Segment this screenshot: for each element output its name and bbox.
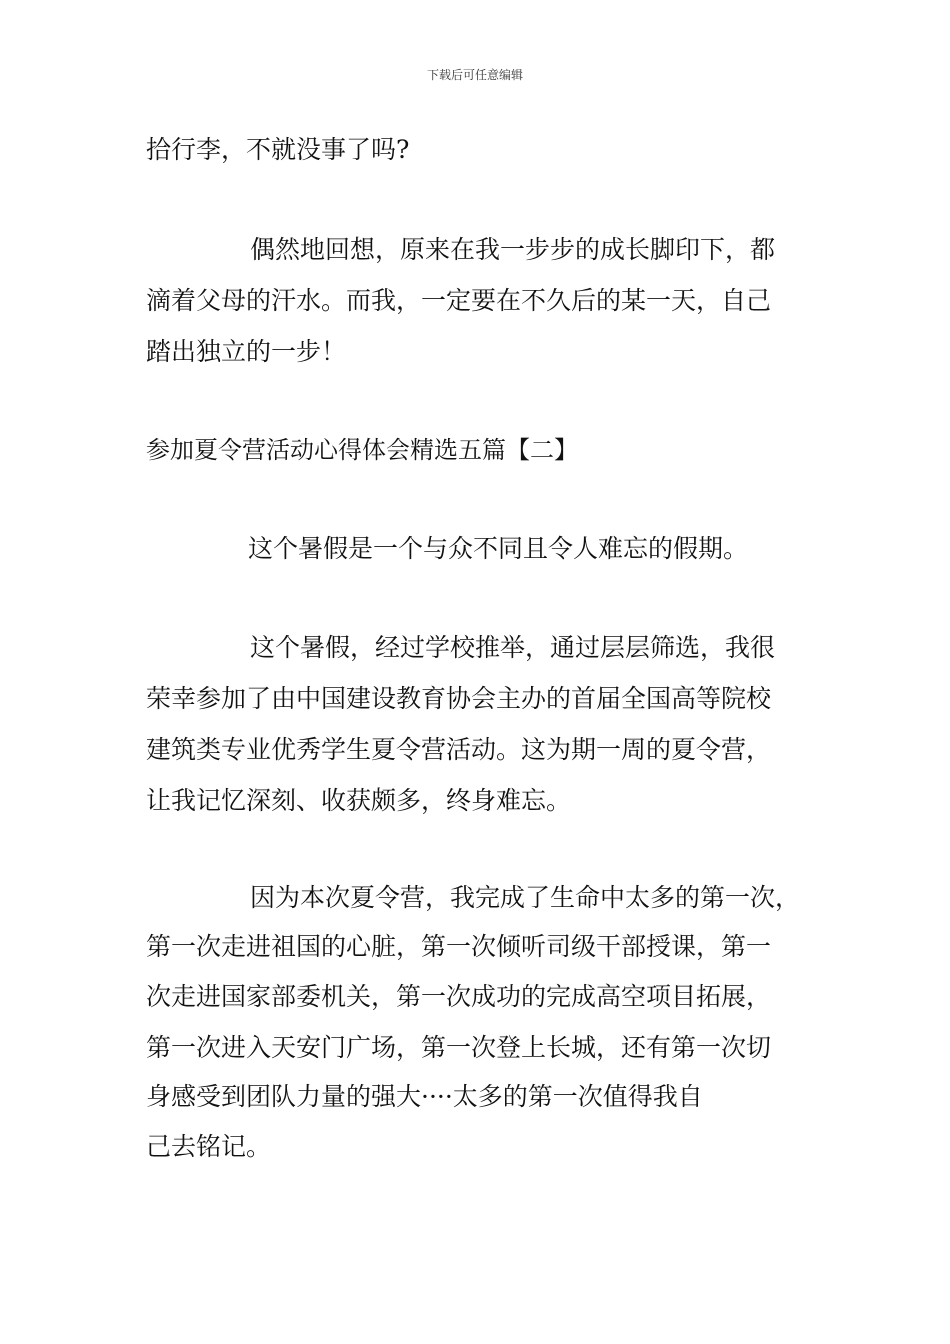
text-line: 身感受到团队力量的强大····太多的第一次值得我自 — [146, 1082, 703, 1111]
text-line: 荣幸参加了由中国建设教育协会主办的首届全国高等院校 — [146, 684, 772, 713]
text-line: 第一次进入天安门广场，第一次登上长城，还有第一次切 — [146, 1033, 772, 1062]
text-line: 因为本次夏令营，我完成了生命中太多的第一次， — [250, 883, 801, 912]
text-line: 己去铭记。 — [146, 1132, 272, 1161]
text-line: 偶然地回想，原来在我一步步的成长脚印下，都 — [250, 235, 776, 264]
text-line: 滴着父母的汗水。而我，一定要在不久后的某一天，自己 — [146, 286, 772, 315]
text-line: 踏出独立的一步！ — [146, 337, 347, 366]
text-line: 让我记忆深刻、收获颇多，终身难忘。 — [146, 786, 572, 815]
page-header-note: 下载后可任意编辑 — [426, 68, 523, 82]
text-line: 第一次走进祖国的心脏，第一次倾听司级干部授课，第一 — [146, 932, 772, 961]
text-line: 建筑类专业优秀学生夏令营活动。这为期一周的夏令营， — [146, 735, 772, 764]
section-heading: 参加夏令营活动心得体会精选五篇【二】 — [146, 436, 578, 464]
text-line: 次走进国家部委机关，第一次成功的完成高空项目拓展， — [146, 982, 772, 1011]
text-line: 拾行李，不就没事了吗? — [146, 135, 410, 164]
text-line: 这个暑假是一个与众不同且令人难忘的假期。 — [248, 534, 749, 563]
text-line: 这个暑假，经过学校推举，通过层层筛选，我很 — [250, 633, 776, 662]
